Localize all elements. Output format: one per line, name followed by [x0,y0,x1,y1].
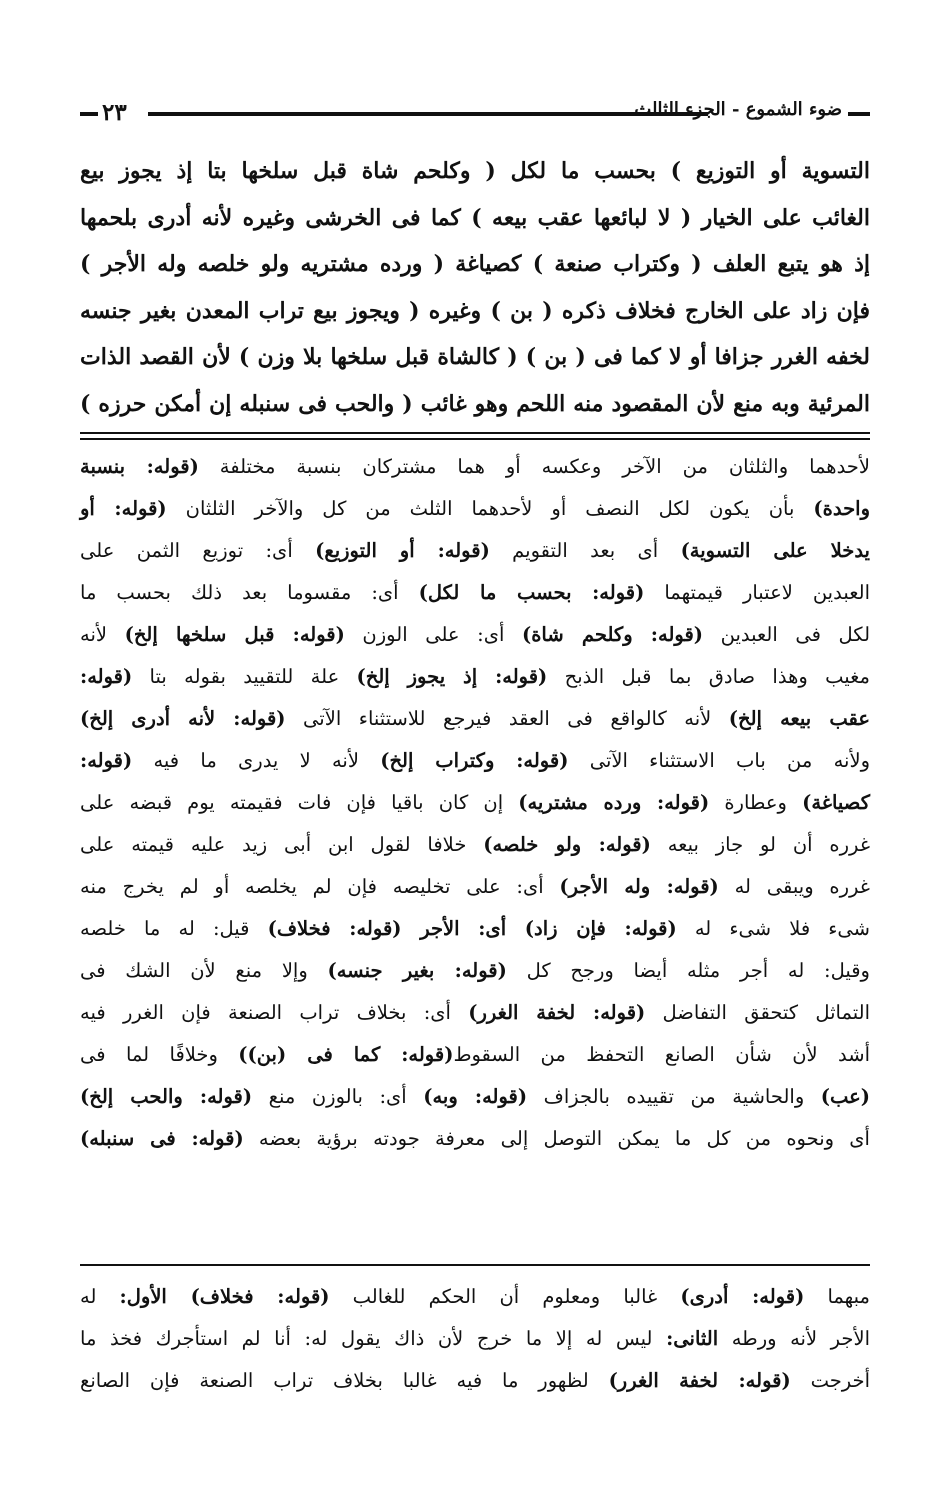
commentary-line: غرره ويبقى له (قوله: وله الأجر) أى: على تخليصه فإن لم يخلصه أو لم يخرج منه [80,875,870,898]
header-rule-left [80,112,98,116]
commentary-line: شىء فلا شىء له (قوله: فإن زاد) أى: الأجر (قوله: فخلاف) قيل: له ما خلصه [80,917,871,940]
commentary-line: أى ونحوه من كل ما يمكن التوصل إلى معرفة جودته برؤية بعضه (قوله: فى سنبله) [80,1127,870,1150]
commentary-line: واحدة) بأن يكون لكل النصف أو لأحدهما الثلث من كل والآخر الثلثان (قوله: أو [80,497,870,520]
footnote-line: الأجر لأنه ورطه الثانى: ليس له إلا ما خرج لأن ذاك يقول له: أنا لم استأجرك فخذ ما [80,1327,870,1350]
book-title: ضوء الشموع - الجزء الثالث [634,99,842,120]
commentary-line: وقيل: له أجر مثله أيضا ورجح كل (قوله: بغير جنسه) وإلا منع لأن الشك فى [80,959,870,982]
single-rule [80,1264,870,1266]
main-text-line: إذ هو يتبع العلف ( وكتراب صنعة ) كصياغة ( ورده مشتريه ولو خلصه وله الأجر ) [80,251,870,277]
running-header [80,95,870,135]
main-text [80,148,870,427]
main-text-line: لخفه الغرر جزافا أو لا كما فى ( بن ) ( كالشاة قبل سلخها بلا وزن ) لأن القصد الذات [80,344,870,370]
header-rule-middle [148,112,708,116]
footnote-line: أخرجت (قوله: لخفة الغرر) لظهور ما فيه غالبا بخلاف تراب الصنعة فإن الصانع [80,1369,870,1392]
commentary-line: ولأنه من باب الاستثناء الآتى (قوله: وكتراب إلخ) لأنه لا يدرى ما فيه (قوله: [80,749,870,772]
commentary-line: مغيب وهذا صادق بما قبل الذبح (قوله: إذ يجوز إلخ) علة للتقييد بقوله بتا (قوله: [80,665,870,688]
commentary-line: لكل فى العبدين (قوله: وكلحم شاة) أى: على الوزن (قوله: قبل سلخها إلخ) لأنه [80,623,871,646]
commentary-line: (عب) والحاشية من تقييده بالجزاف (قوله: وبه) أى: بالوزن منع (قوله: والحب إلخ) [80,1085,870,1108]
commentary-line: التماثل كتحقق التفاضل (قوله: لخفة الغرر) أى: بخلاف تراب الصنعة فإن الغرر فيه [80,1001,871,1024]
commentary-line: العبدين لاعتبار قيمتهما (قوله: بحسب ما لكل) أى: مقسوما بعد ذلك بحسب ما [80,581,870,604]
header-rule-right [848,112,870,116]
main-text-line: الغائب على الخيار ( لا لبائعها عقب بيعه ) كما فى الخرشى وغيره لأنه أدرى بلحمها [80,204,870,231]
page-number: ٢٣ [102,99,127,126]
commentary-line: عقب بيعه إلخ) لأنه كالواقع فى العقد فيرجع للاستثناء الآتى (قوله: لأنه أدرى إلخ) [80,707,870,730]
double-rule-bottom [80,438,870,440]
commentary-line: غرره أن لو جاز بيعه (قوله: ولو خلصه) خلافا لقول ابن أبى زيد عليه قيمته على [80,833,871,856]
commentary-line: كصياغة) وعطارة (قوله: ورده مشتريه) إن كان باقيا فإن فات فقيمته يوم قبضه على [80,791,870,814]
commentary-line: يدخلا على التسوية) أى بعد التقويم (قوله: أو التوزيع) أى: توزيع الثمن على [80,539,870,562]
commentary-line: لأحدهما والثلثان من الآخر وعكسه أو هما مشتركان بنسبة مختلفة (قوله: بنسبة [80,455,870,478]
commentary-line: أشد لأن شأن الصانع التحفظ من السقوط(قوله: كما فى (بن)) وخلافًا لما فى [80,1043,871,1066]
double-rule-top [80,432,870,434]
main-text-line: المرئية وبه منع لأن المقصود منه اللحم وهو غائب ( والحب فى سنبله إن أمكن حرزه ) [80,390,870,417]
footnote-text [80,1276,870,1402]
main-text-line: فإن زاد على الخارج فخلاف ذكره ( بن ) وغيره ( ويجوز بيع تراب المعدن بغير جنسه [80,297,870,324]
footnote-line: مبهما (قوله: أدرى) غالبا ومعلوم أن الحكم للغالب (قوله: فخلاف) الأول: له [80,1285,870,1308]
commentary-text [80,446,870,1160]
main-text-line: التسوية أو التوزيع ) بحسب ما لكل ( وكلحم شاة قبل سلخها بتا إذ يجوز بيع [80,158,870,184]
